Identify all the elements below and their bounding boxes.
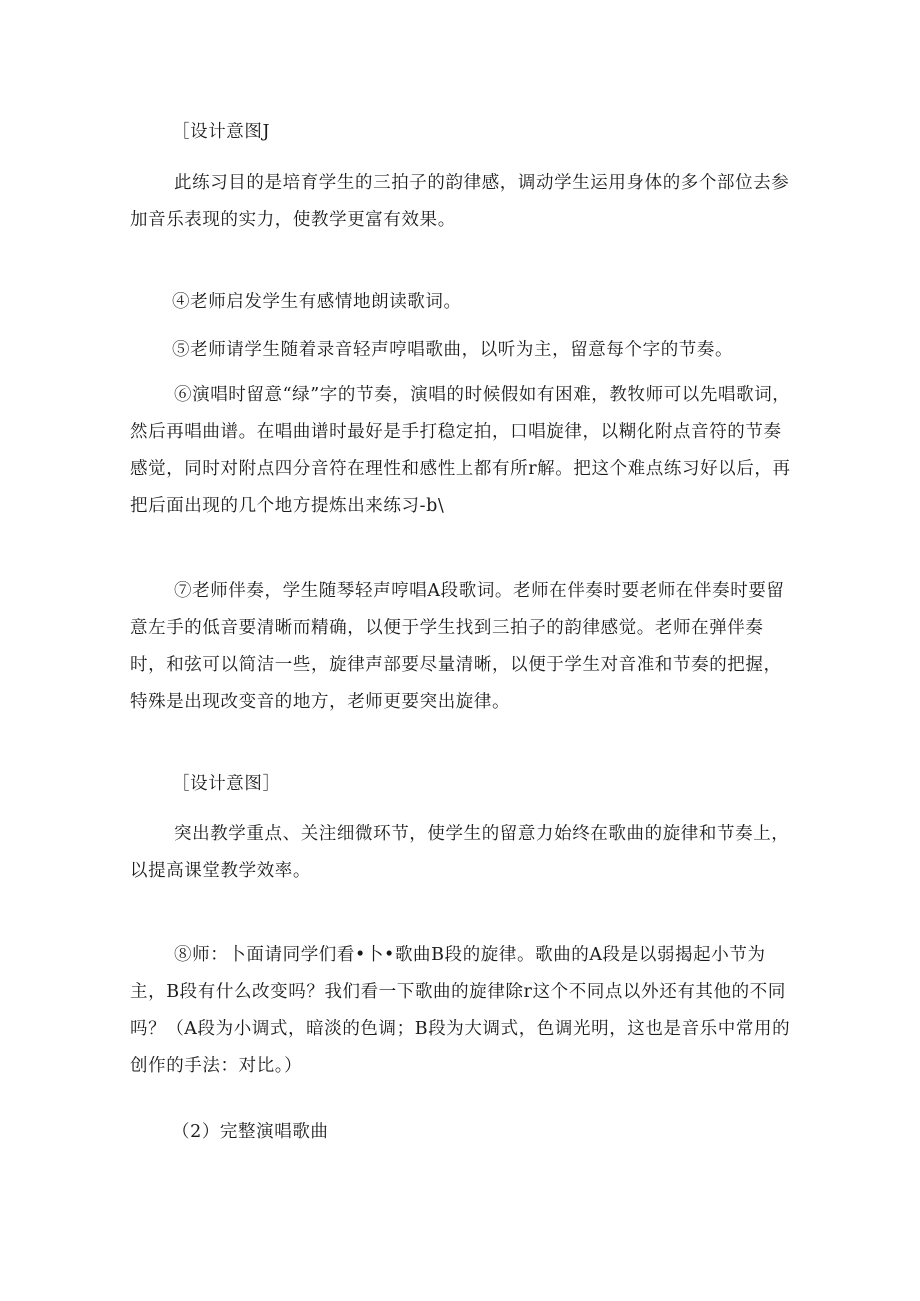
- step-6-paragraph: ⑥演唱时留意“绿”字的节奏，演唱的时候假如有困难，教牧师可以先唱歌词，然后再唱曲谱。在唱曲谱时最好是手打稳定拍，口唱旋律，以糊化附点音符的节奏感觉，同时对附点四分音符在理性和感性上都有所r解。把这个难点练习好以后，再把后面出现的几个地方提炼出来练习-b\: [130, 385, 791, 516]
- design-intent-paragraph-1: 此练习目的是培育学生的三拍子的韵律感，调动学生运用身体的多个部位去参加音乐表现的实力，使教学更富有效果。: [130, 173, 790, 230]
- design-intent-heading-2: ［设计意图］: [172, 774, 281, 794]
- step-8-paragraph: ⑧师：卜面请同学们看•卜•歌曲B段的旋律。歌曲的A段是以弱揭起小节为主，B段有什么改变吗？我们看一下歌曲的旋律除r这个不同点以外还有其他的不同吗？（A段为小调式，暗淡的色调；B段为大调式，色调光明，这也是音乐中常用的创作的手法：对比。）: [130, 945, 791, 1076]
- design-intent-paragraph-2: 突出教学重点、关注细微环节，使学生的留意力始终在歌曲的旋律和节奏上，以提高课堂教学效率。: [130, 824, 790, 881]
- step-7-paragraph: ⑦老师伴奏，学生随琴轻声哼唱A段歌词。老师在伴奏时要老师在伴奏时要留意左手的低音要清晰而精确，以便于学生找到三拍子的韵律感觉。老师在弹伴奏时，和弦可以简洁一些，旋律声部要尽量清晰，以便于学生对音准和节奏的把握，特殊是出现改变音的地方，老师更要突出旋律。: [130, 581, 785, 712]
- section-2-heading: （2）完整演唱歌曲: [172, 1122, 329, 1142]
- design-intent-heading-1: ［设计意图J: [172, 122, 271, 142]
- step-5-text: ⑤老师请学生随着录音轻声哼唱歌曲，以听为主，留意每个字的节奏。: [172, 340, 734, 360]
- step-4-text: ④老师启发学生有感情地朗读歌词。: [172, 292, 462, 312]
